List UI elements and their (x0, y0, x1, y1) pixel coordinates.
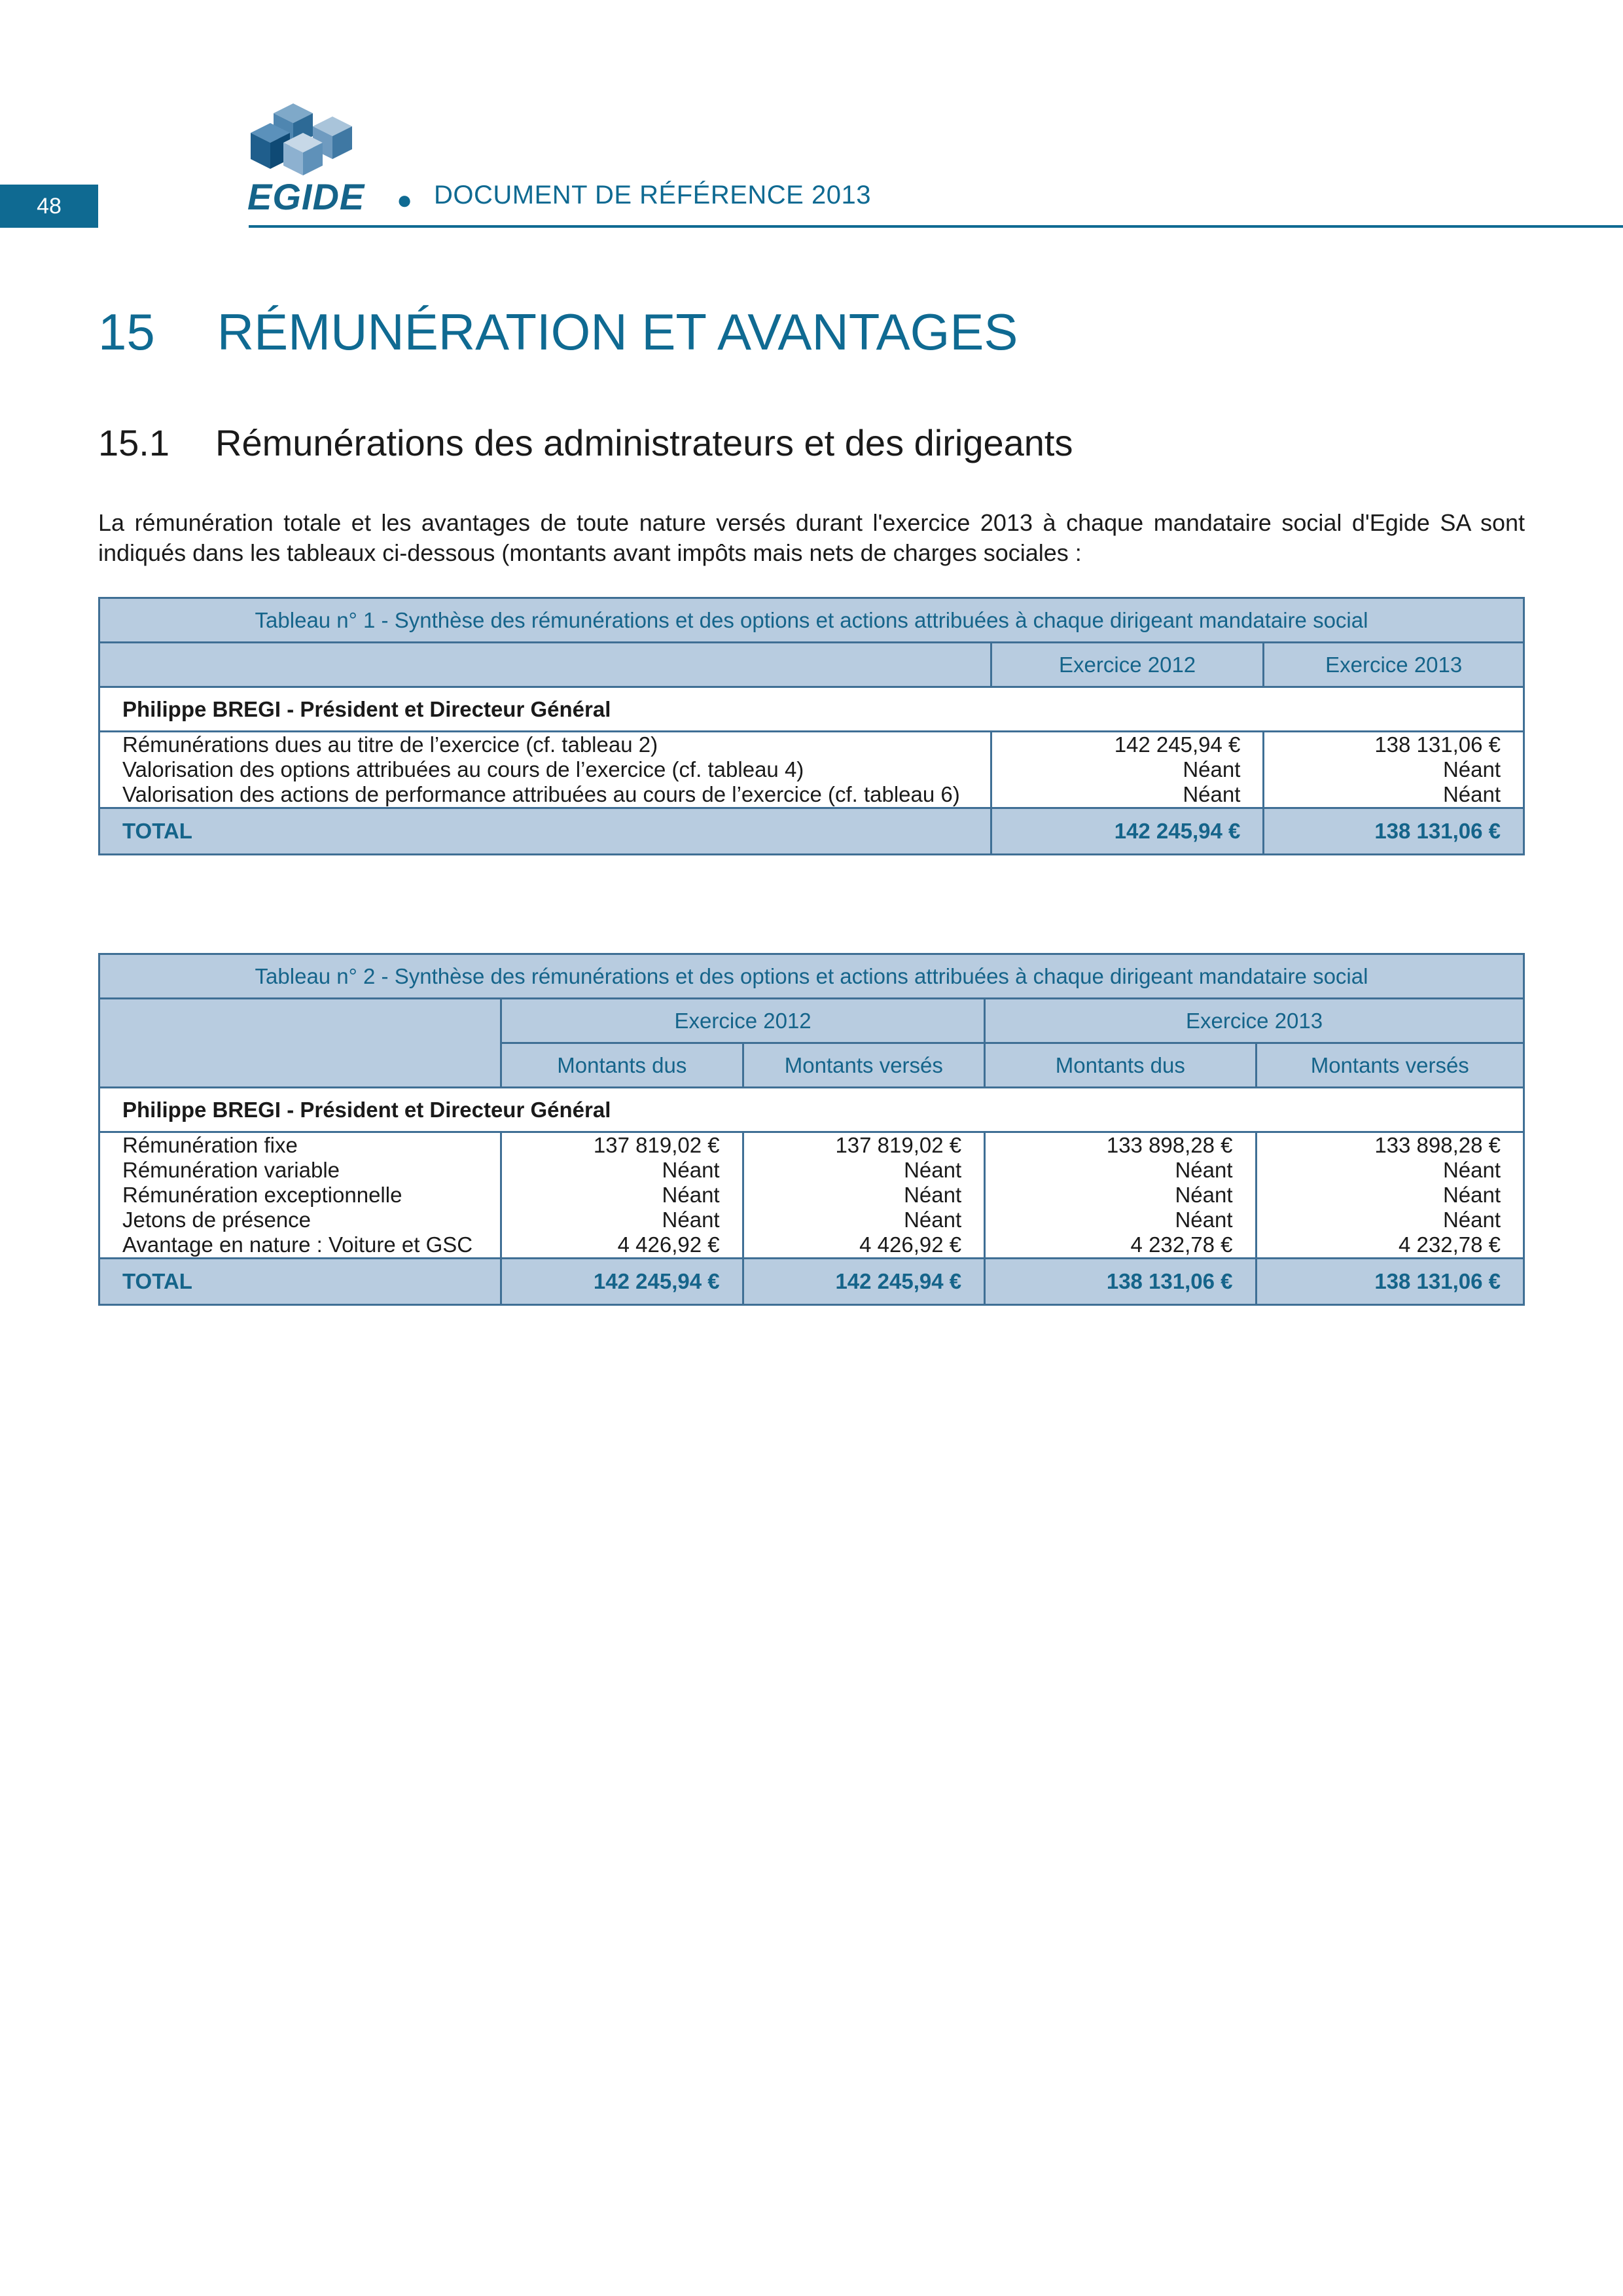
table-caption: Tableau n° 2 - Synthèse des rémunérations et des options et actions attribuées à chaque dirigeant mandataire social (99, 954, 1524, 999)
table-caption: Tableau n° 1 - Synthèse des rémunérations et des options et actions attribuées à chaque dirigeant mandataire social (99, 598, 1524, 643)
cell-value: 138 131,06 € (1374, 732, 1501, 757)
empty-header-cell (99, 999, 501, 1088)
column-header: Montants dus (501, 1043, 743, 1088)
cell-value: 133 898,28 € (1106, 1133, 1233, 1157)
total-value: 142 245,94 € (501, 1259, 743, 1305)
value-column (1256, 1132, 1524, 1259)
column-header: Exercice 2013 (1264, 643, 1524, 687)
value-column (743, 1132, 985, 1259)
document-title: DOCUMENT DE RÉFÉRENCE 2013 (434, 181, 871, 209)
row-labels (99, 732, 991, 808)
cell-value: Néant (1175, 1208, 1233, 1232)
column-header: Montants dus (985, 1043, 1256, 1088)
header-divider (249, 225, 1623, 228)
row-labels (99, 1132, 501, 1259)
empty-header-cell (99, 643, 991, 687)
total-label: TOTAL (99, 1259, 501, 1305)
cell-value: Néant (1442, 1208, 1501, 1232)
intro-paragraph: La rémunération totale et les avantages de toute nature versés durant l'exercice 2013 à chaque mandataire social d'Egide SA sont indiqués dans les tableaux ci-dessous (montants avant impôts mais nets de charges sociales : (98, 509, 1525, 566)
bullet-icon: ● (397, 186, 413, 215)
cell-value: Néant (1442, 757, 1501, 781)
value-column (985, 1132, 1256, 1259)
page-number: 48 (0, 185, 98, 228)
chapter-heading (98, 302, 1018, 362)
cell-value: 4 426,92 € (617, 1232, 720, 1257)
cell-value: Néant (904, 1158, 962, 1182)
cell-value: Néant (662, 1158, 720, 1182)
cell-value: Néant (662, 1208, 720, 1232)
cell-value: 137 819,02 € (835, 1133, 962, 1157)
cell-value: 137 819,02 € (593, 1133, 720, 1157)
row-label: Rémunération variable (122, 1158, 340, 1182)
row-label: Rémunération fixe (122, 1133, 298, 1157)
total-value: 138 131,06 € (1256, 1259, 1524, 1305)
person-name: Philippe BREGI - Président et Directeur Général (99, 687, 1524, 732)
row-label: Rémunérations dues au titre de l’exercice (cf. tableau 2) (122, 732, 658, 757)
cell-value: Néant (904, 1183, 962, 1207)
chapter-number: 15 (98, 303, 155, 361)
cell-value: 142 245,94 € (1114, 732, 1241, 757)
value-column (991, 732, 1264, 808)
total-value: 138 131,06 € (985, 1259, 1256, 1305)
column-header: Exercice 2012 (991, 643, 1264, 687)
value-column (1264, 732, 1524, 808)
cell-value: Néant (662, 1183, 720, 1207)
logo-wordmark: EGIDE (247, 176, 365, 217)
row-label: Avantage en nature : Voiture et GSC (122, 1232, 473, 1257)
chapter-title: RÉMUNÉRATION ET AVANTAGES (217, 303, 1018, 361)
total-label: TOTAL (99, 808, 991, 855)
total-value: 142 245,94 € (743, 1259, 985, 1305)
cell-value: 4 232,78 € (1130, 1232, 1233, 1257)
row-label: Valorisation des actions de performance attribuées au cours de l’exercice (cf. tableau 6) (122, 782, 960, 806)
section-title: Rémunérations des administrateurs et des dirigeants (215, 422, 1073, 463)
cell-value: Néant (904, 1208, 962, 1232)
row-label: Valorisation des options attribuées au cours de l’exercice (cf. tableau 4) (122, 757, 804, 781)
table-1 (98, 597, 1525, 855)
year-header: Exercice 2013 (985, 999, 1524, 1043)
cell-value: Néant (1442, 1158, 1501, 1182)
column-header: Montants versés (1256, 1043, 1524, 1088)
person-name: Philippe BREGI - Président et Directeur Général (99, 1088, 1524, 1132)
total-value: 138 131,06 € (1264, 808, 1524, 855)
cell-value: 133 898,28 € (1374, 1133, 1501, 1157)
cell-value: Néant (1183, 757, 1241, 781)
cell-value: Néant (1183, 782, 1241, 806)
row-label: Jetons de présence (122, 1208, 312, 1232)
column-header: Montants versés (743, 1043, 985, 1088)
year-header: Exercice 2012 (501, 999, 985, 1043)
cell-value: Néant (1442, 1183, 1501, 1207)
table-2 (98, 953, 1525, 1306)
cell-value: 4 232,78 € (1399, 1232, 1501, 1257)
cell-value: Néant (1175, 1158, 1233, 1182)
section-heading (98, 422, 1073, 464)
cell-value: Néant (1442, 782, 1501, 806)
total-value: 142 245,94 € (991, 808, 1264, 855)
row-label: Rémunération exceptionnelle (122, 1183, 402, 1207)
cell-value: Néant (1175, 1183, 1233, 1207)
cell-value: 4 426,92 € (859, 1232, 962, 1257)
section-number: 15.1 (98, 422, 169, 463)
value-column (501, 1132, 743, 1259)
